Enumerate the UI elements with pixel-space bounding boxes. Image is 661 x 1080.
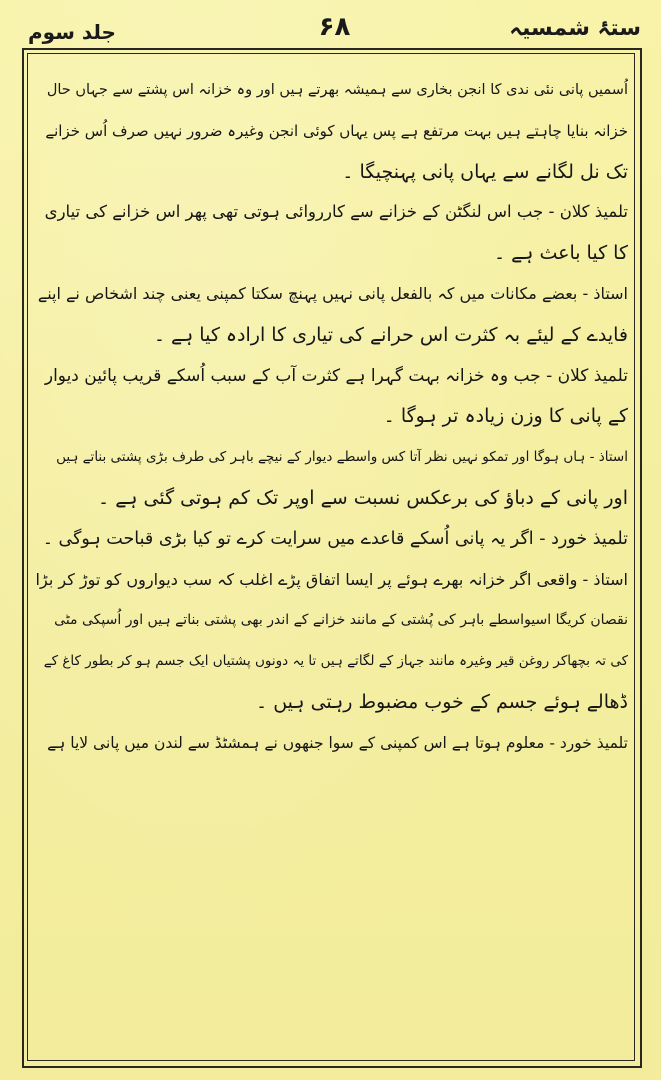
page-header (28, 8, 641, 48)
text-line: تک نل لگانے سے یہاں پانی پہنچیگا ۔ (342, 160, 628, 183)
text-line: ڈھالے ہوئے جسم کے خوب مضبوط رہتی ہیں ۔ (256, 690, 628, 713)
text-line: کا کیا باعث ہے ۔ (493, 242, 628, 265)
text-line: تلمیذ خورد - معلوم ہوتا ہے اس کمپنی کے سوا جنھوں نے ہمشٹڈ سے لندن میں پانی لایا ہے (47, 733, 628, 752)
text-line: خزانہ بنایا چاہتے ہیں بہت مرتفع ہے پس یہاں کوئی انجن وغیرہ ضرور نہیں صرف اُس خزانے (45, 121, 628, 140)
text-line: استاذ - بعضے مکانات میں کہ بالفعل پانی نہیں پہنچ سکتا کمپنی یعنی چند اشخاص نے اپنے (37, 283, 628, 303)
text-line: کے پانی کا وزن زیادہ تر ہوگا ۔ (383, 405, 628, 428)
text-body (36, 70, 628, 1050)
volume-label: جلد سوم (28, 20, 116, 44)
text-line: اُسمیں پانی نئی ندی کا انجن بخاری سے ہمیشہ بھرتے ہیں اور وہ خزانہ اس پشتے سے جہاں حال (46, 82, 628, 98)
text-line: استاذ - واقعی اگر خزانہ بھرے ہوئے پر ایسا اتفاق پڑے اغلب کہ سب دیواروں کو توڑ کر بڑا (36, 569, 628, 589)
book-title: ستۂ شمسیہ (509, 16, 641, 41)
text-line: اور پانی کے دباؤ کی برعکس نسبت سے اوپر تک کم ہوتی گئی ہے ۔ (98, 486, 628, 509)
text-line: کی تہ بچھاکر روغن قیر وغیرہ مانند جہاز کے لگاتے ہیں تا یہ دونوں پشتیاں ایک جسم ہو کر بطور کاغ کے (43, 653, 628, 670)
text-line: تلمیذ خورد - اگر یہ پانی اُسکے قاعدے میں سرایت کرے تو کیا بڑی قباحت ہوگی ۔ (42, 528, 628, 549)
text-line: تلمیذ کلان - جب اس لنگٹن کے خزانے سے کارروائی ہوتی تھی پھر اس خزانے کی تیاری (44, 202, 628, 222)
text-line: نقصان کریگا اسیواسطے باہر کی پُشتی کے مانند خزانے کے اندر بھی پشتی بناتے ہیں اور اُسپکی مٹی (54, 612, 628, 629)
text-line: استاذ - ہاں ہوگا اور تمکو نہیں نظر آتا کس واسطے دیوار کے نیچے باہر کی طرف بڑی پشتی بناتے ہیں (56, 449, 628, 466)
page-number: ۶۸ (318, 12, 351, 42)
text-line: فایدے کے لیئے بہ کثرت اس حرانے کی تیاری کا ارادہ کیا ہے ۔ (153, 323, 628, 346)
text-line: تلمیذ کلان - جب وہ خزانہ بہت گہرا ہے کثرت آب کے سبب اُسکے قریب پائین دیوار (44, 365, 628, 386)
